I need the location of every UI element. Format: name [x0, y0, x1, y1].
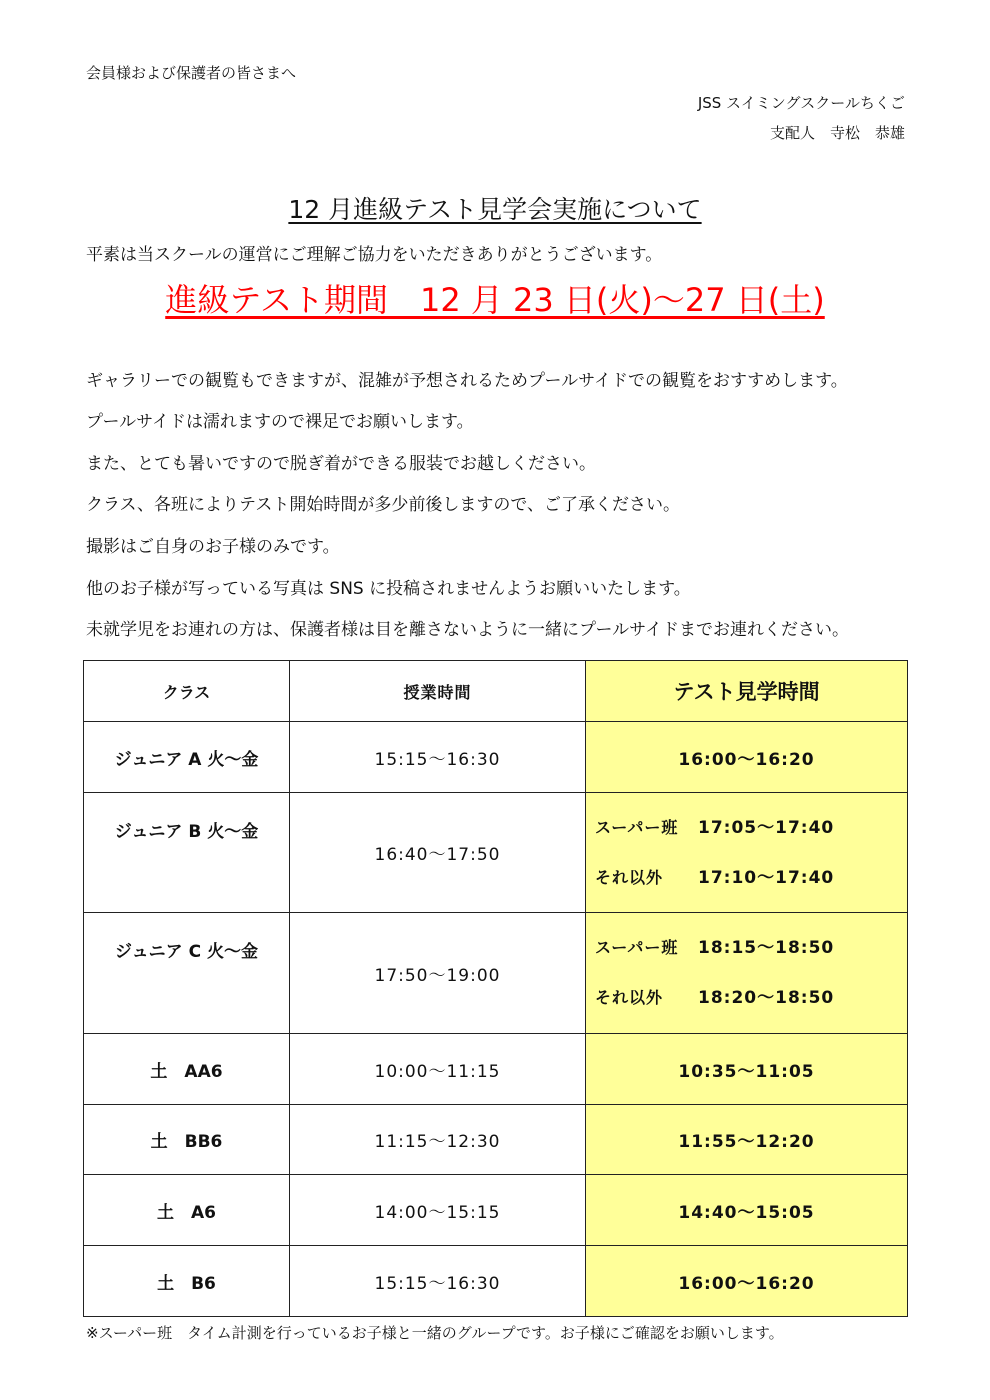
- note: また、とても暑いですので脱ぎ着ができる服装でお越しください。: [86, 454, 596, 474]
- test-time: 18:15～18:50: [698, 938, 835, 958]
- table-row: [84, 1246, 908, 1317]
- class-cell: 土 B6: [84, 1246, 290, 1317]
- note: 他のお子様が写っている写真は SNS に投稿されませんようお願いいたします。: [86, 579, 691, 599]
- test-cell: 16:00～16:20: [586, 722, 908, 793]
- footnote: ※スーパー班 タイム計測を行っているお子様と一緒のグループです。お子様にご確認をお願いします。: [86, 1324, 784, 1342]
- table-header: [84, 661, 908, 722]
- note: プールサイドは濡れますので裸足でお願いします。: [86, 412, 474, 432]
- test-time: 17:05～17:40: [698, 817, 835, 838]
- addressee: 会員様および保護者の皆さまへ: [86, 64, 297, 82]
- class-cell: 土 A6: [84, 1175, 290, 1246]
- note: クラス、各班によりテスト開始時間が多少前後しますので、ご了承ください。: [86, 495, 680, 515]
- table-row: [84, 793, 908, 913]
- organization: JSS スイミングスクールちくご: [697, 94, 905, 112]
- table-row: [84, 913, 908, 1034]
- schedule-table: [83, 660, 908, 1317]
- note: ギャラリーでの観覧もできますが、混雑が予想されるためプールサイドでの観覧をおすすめします。: [86, 371, 848, 391]
- table-row: [84, 722, 908, 793]
- test-cell: 14:40～15:05: [586, 1175, 908, 1246]
- class-cell: ジュニア C 火～金: [84, 913, 290, 1034]
- group-label: スーパー班: [595, 817, 679, 837]
- lesson-cell: 15:15～16:30: [290, 722, 586, 793]
- manager: 支配人 寺松 恭雄: [769, 124, 905, 142]
- table-row: [84, 1034, 908, 1105]
- test-cell: 11:55～12:20: [586, 1105, 908, 1175]
- lesson-cell: 17:50～19:00: [290, 913, 586, 1034]
- lesson-cell: 14:00～15:15: [290, 1175, 586, 1246]
- table-row: [84, 1105, 908, 1175]
- table-row: [84, 1175, 908, 1246]
- lesson-cell: 16:40～17:50: [290, 793, 586, 913]
- group-label: それ以外: [595, 867, 664, 887]
- header-class: クラス: [84, 661, 290, 722]
- test-time: 17:10～17:40: [698, 867, 835, 888]
- group-label: スーパー班: [595, 938, 679, 957]
- header-lesson: 授業時間: [290, 661, 586, 722]
- test-cell: [586, 793, 908, 913]
- header-test: テスト見学時間: [586, 661, 908, 722]
- test-period: 進級テスト期間 12 月 23 日(火)～27 日(土): [165, 281, 825, 319]
- class-cell: ジュニア A 火～金: [84, 722, 290, 793]
- class-cell: ジュニア B 火～金: [84, 793, 290, 913]
- lesson-cell: 15:15～16:30: [290, 1246, 586, 1317]
- test-time: 18:20～18:50: [698, 988, 835, 1008]
- note: 未就学児をお連れの方は、保護者様は目を離さないように一緒にプールサイドまでお連れください。: [86, 620, 849, 640]
- test-cell: 16:00～16:20: [586, 1246, 908, 1317]
- test-cell: [586, 913, 908, 1034]
- class-cell: 土 BB6: [84, 1105, 290, 1175]
- note: 撮影はご自身のお子様のみです。: [86, 537, 340, 557]
- greeting: 平素は当スクールの運営にご理解ご協力をいただきありがとうございます。: [86, 245, 663, 265]
- lesson-cell: 11:15～12:30: [290, 1105, 586, 1175]
- document-title: 12 月進級テスト見学会実施について: [288, 195, 702, 224]
- test-cell: 10:35～11:05: [586, 1034, 908, 1105]
- group-label: それ以外: [595, 988, 664, 1007]
- class-cell: 土 AA6: [84, 1034, 290, 1105]
- lesson-cell: 10:00～11:15: [290, 1034, 586, 1105]
